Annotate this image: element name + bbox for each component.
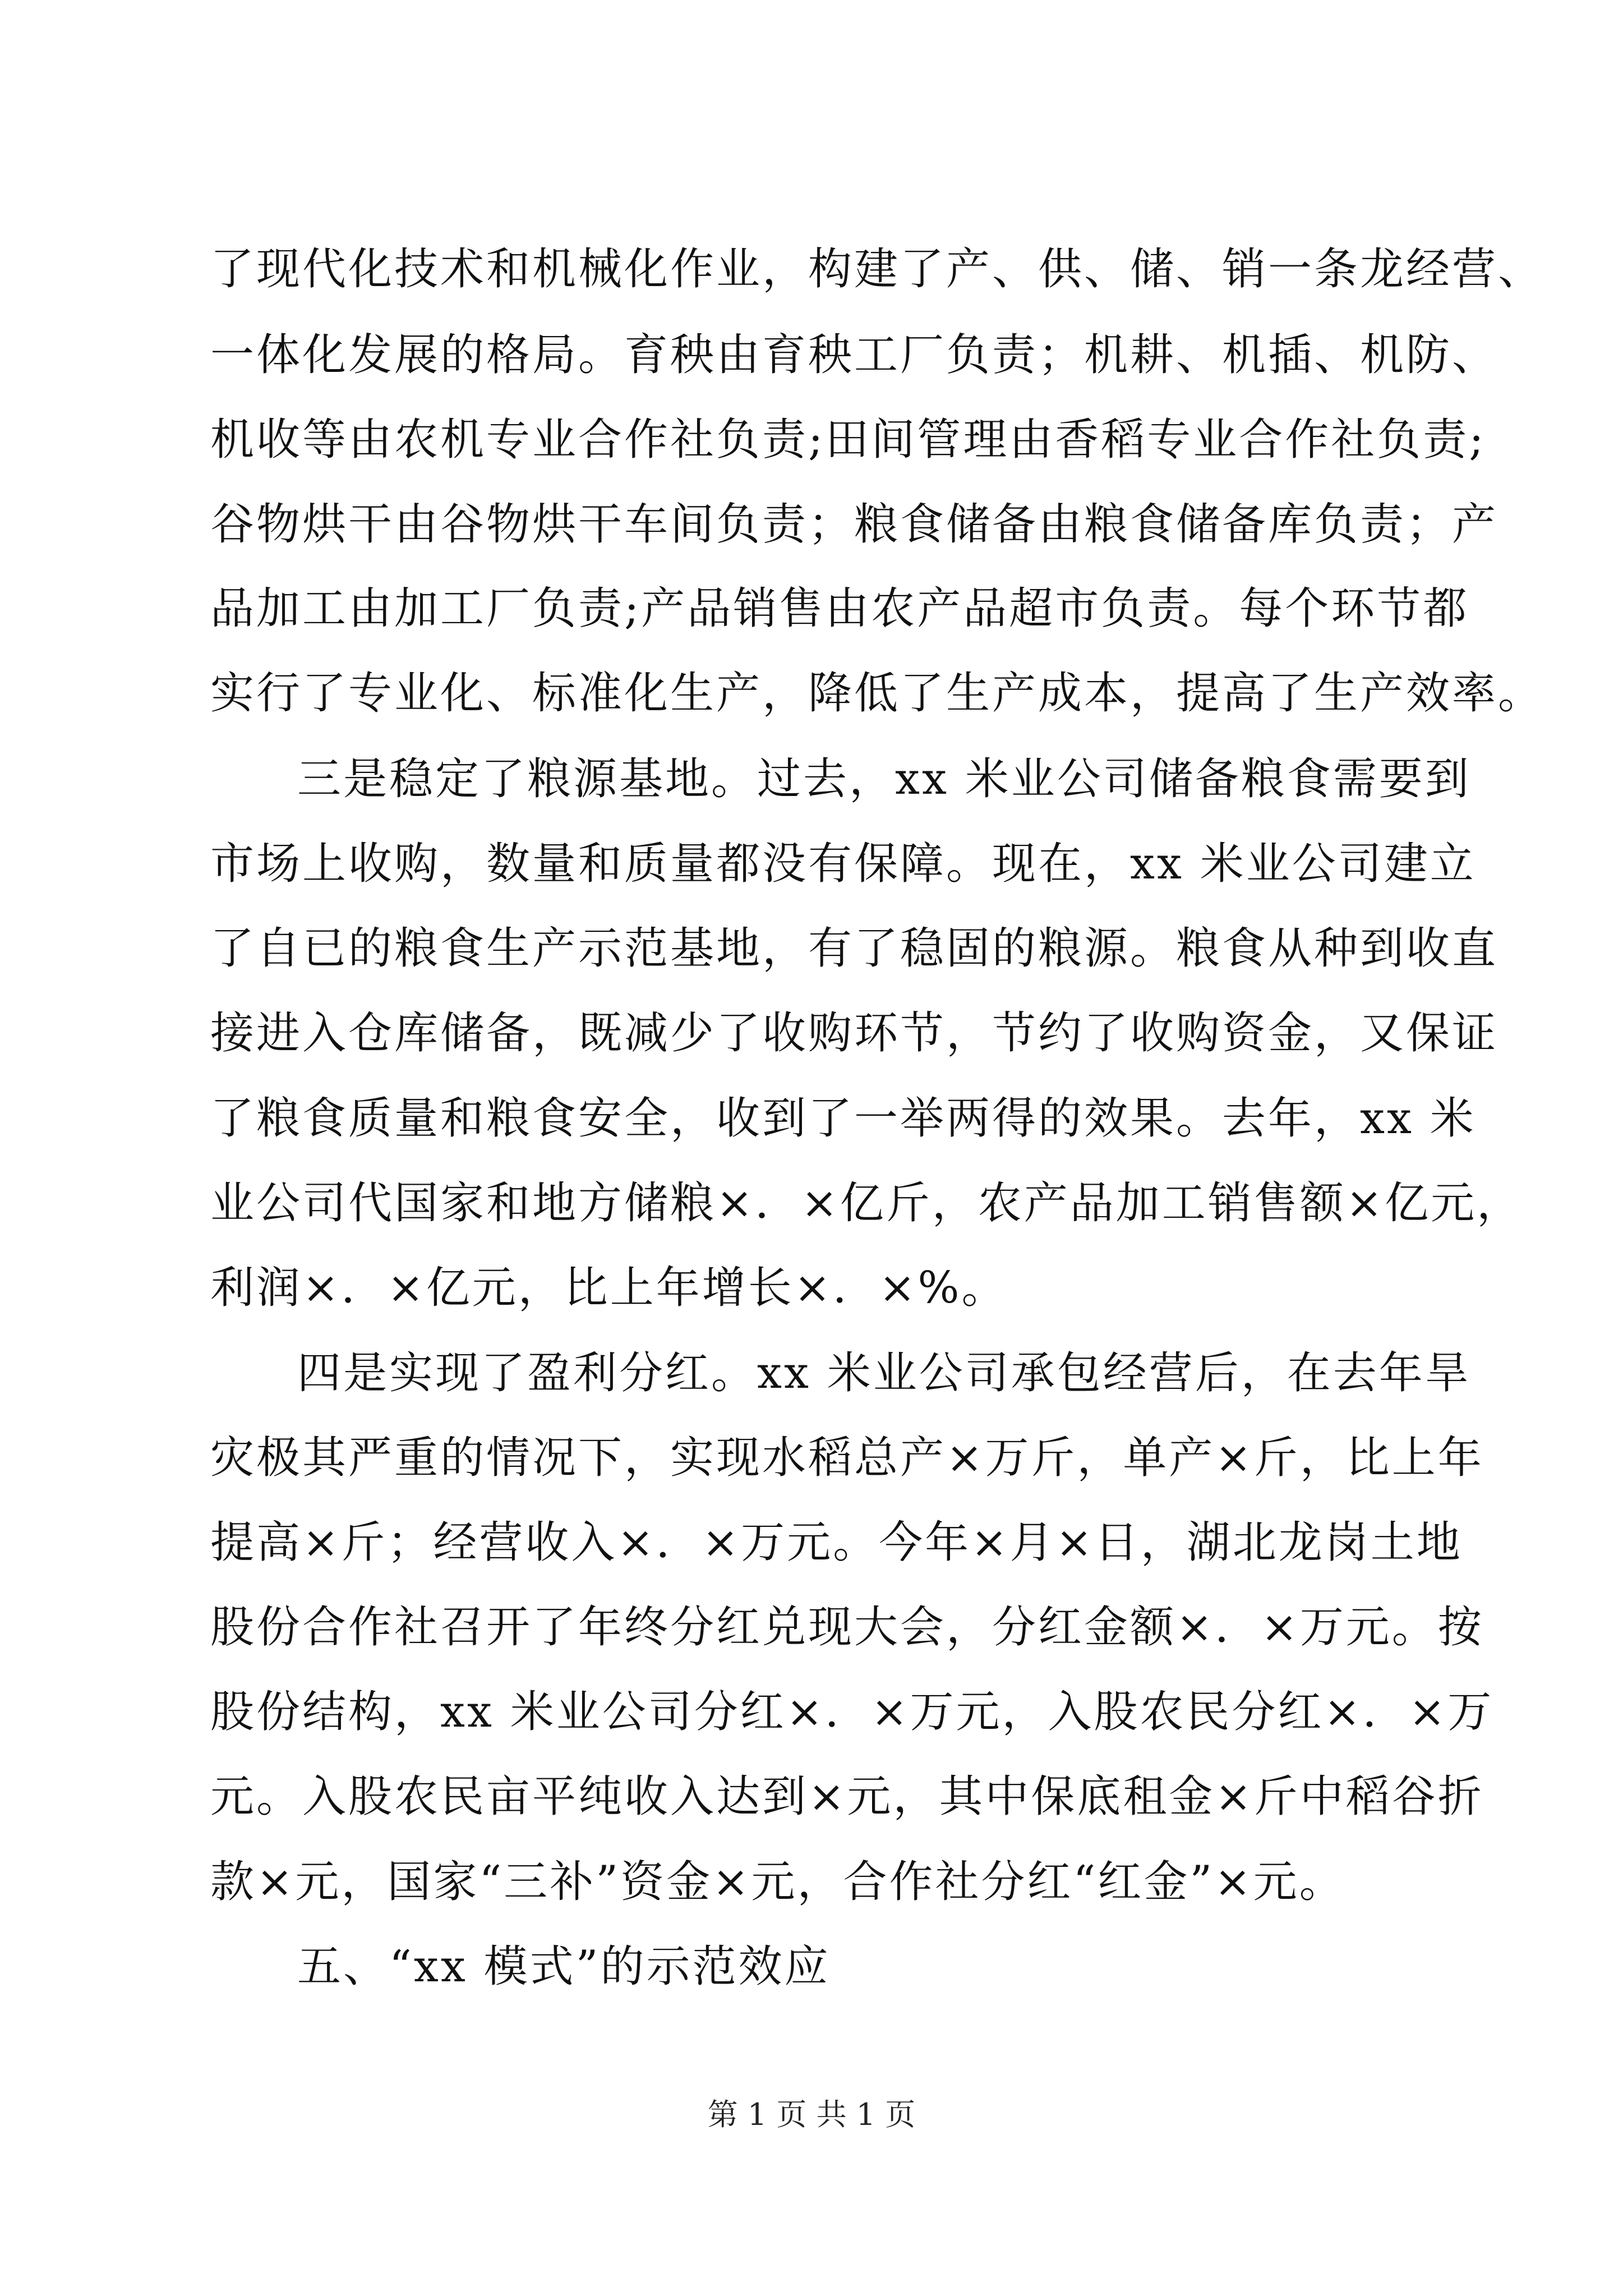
paragraph-start-line: 四是实现了盈利分红。xx 米业公司承包经营后，在去年旱 [297, 1348, 1471, 1398]
text-line: 了现代化技术和机械化作业，构建了产、供、储、销一条龙经营、 [210, 244, 1544, 295]
text-line: 灾极其严重的情况下，实现水稻总产×万斤，单产×斤，比上年 [210, 1433, 1484, 1483]
text-line: 谷物烘干由谷物烘干车间负责；粮食储备由粮食储备库负责；产 [210, 499, 1498, 550]
text-line: 实行了专业化、标准化生产，降低了生产成本，提高了生产效率。 [210, 668, 1544, 719]
text-line: 股份结构，xx 米业公司分红×．×万元，入股农民分红×．×万 [210, 1687, 1494, 1737]
text-line: 市场上收购，数量和质量都没有保障。现在，xx 米业公司建立 [210, 839, 1476, 889]
text-line: 元。入股农民亩平纯收入达到×元，其中保底租金×斤中稻谷折 [210, 1772, 1484, 1822]
section-heading: 五、“xx 模式”的示范效应 [297, 1941, 831, 1992]
text-line: 业公司代国家和地方储粮×．×亿斤，农产品加工销售额×亿元， [210, 1178, 1523, 1228]
text-line: 了自已的粮食生产示范基地，有了稳固的粮源。粮食从种到收直 [210, 923, 1498, 974]
text-line: 款×元，国家“三补”资金×元，合作社分红“红金”×元。 [210, 1857, 1345, 1907]
text-line: 接进入仓库储备，既减少了收购环节，节约了收购资金，又保证 [210, 1008, 1498, 1059]
text-line: 提高×斤；经营收入×．×万元。今年×月×日，湖北龙岗土地 [210, 1517, 1463, 1568]
text-line: 利润×．×亿元，比上年增长×．×%。 [210, 1263, 1008, 1313]
text-line: 机收等由农机专业合作社负责;田间管理由香稻专业合作社负责; [210, 415, 1486, 465]
text-line: 一体化发展的格局。育秧由育秧工厂负责；机耕、机插、机防、 [210, 330, 1498, 380]
text-line: 股份合作社召开了年终分红兑现大会，分红金额×．×万元。按 [210, 1602, 1484, 1653]
text-line: 了粮食质量和粮食安全，收到了一举两得的效果。去年，xx 米 [210, 1093, 1476, 1144]
paragraph-start-line: 三是稳定了粮源基地。过去，xx 米业公司储备粮食需要到 [297, 754, 1471, 804]
text-line: 品加工由加工厂负责;产品销售由农产品超市负责。每个环节都 [210, 583, 1469, 634]
page-footer: 第 1 页 共 1 页 [707, 2097, 916, 2132]
